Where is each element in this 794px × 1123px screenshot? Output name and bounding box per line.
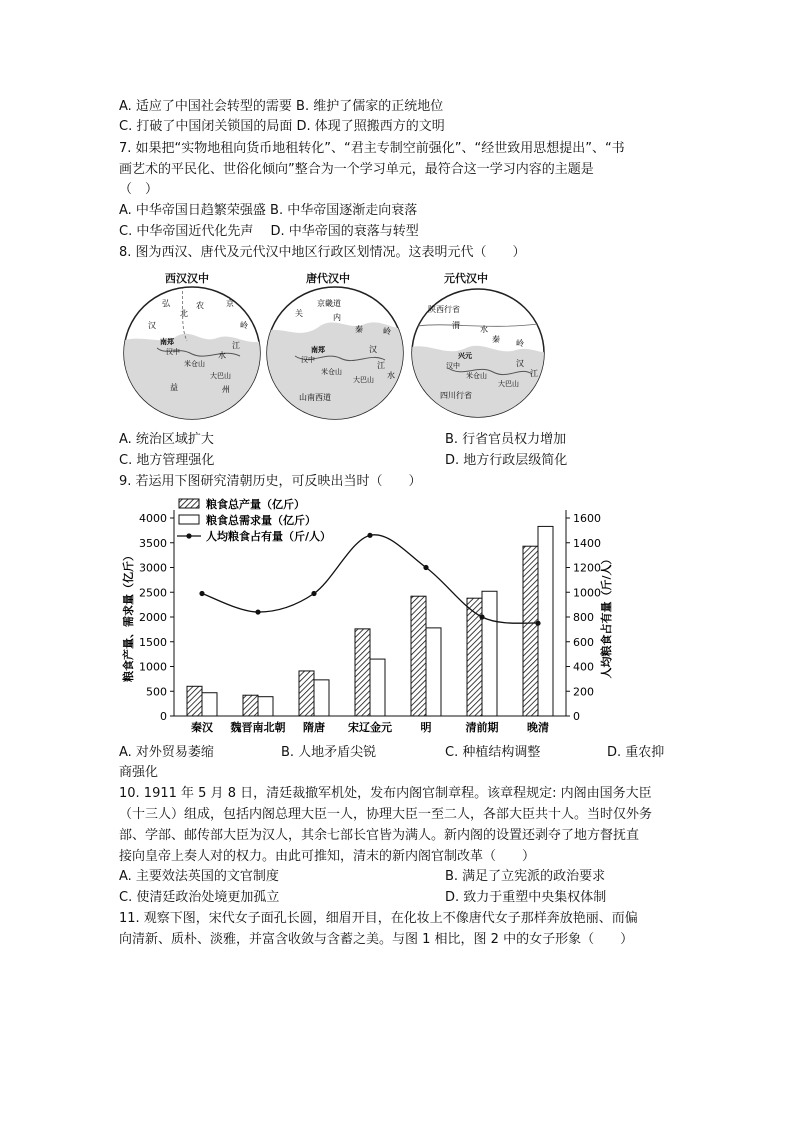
legend-label: 粮食总产量（亿斤）	[206, 498, 305, 511]
q10-option-b: B. 满足了立宪派的政治要求	[445, 869, 606, 884]
production-bar	[523, 546, 538, 716]
production-bar	[187, 686, 202, 716]
y2-tick-label: 800	[573, 611, 594, 624]
map1-label: 京	[226, 299, 234, 308]
map3-label: 米仓山	[466, 372, 487, 380]
map1-label: 岭	[240, 321, 248, 330]
map1-label: 北	[180, 309, 188, 318]
legend-label: 粮食总需求量（亿斤）	[206, 514, 316, 527]
q7-answer-blank: （ ）	[119, 182, 159, 197]
demand-bar	[202, 693, 217, 716]
map2-label: 大巴山	[353, 376, 374, 384]
q10-option-a: A. 主要效法英国的文官制度	[119, 869, 279, 884]
y2-tick-label: 1600	[573, 512, 601, 525]
legend-label: 人均粮食占有量（斤/人）	[206, 530, 332, 543]
y-tick-label: 1500	[139, 635, 167, 649]
grain-chart	[119, 494, 619, 740]
map3-label: 汉中	[446, 362, 460, 370]
map2-label: 山南西道	[299, 393, 331, 402]
map2-title: 唐代汉中	[306, 272, 350, 285]
map2-label: 水	[387, 371, 395, 380]
y2-tick-label: 200	[573, 685, 594, 699]
map1-label: 汉	[148, 321, 156, 330]
per-capita-point	[311, 591, 316, 596]
map1-label: 农	[196, 301, 204, 310]
y-axis-label: 粮食产量、需求量（亿斤）	[122, 550, 135, 682]
q7-options-cd: C. 中华帝国近代化先声 D. 中华帝国的衰落与转型	[119, 224, 419, 239]
map2-label: 京畿道	[317, 299, 341, 308]
legend-swatch	[179, 499, 199, 508]
q9-option-d: D. 重农抑	[607, 745, 665, 760]
y-tick-label: 500	[146, 685, 167, 699]
map-western-han	[122, 286, 262, 421]
map2-label: 内	[333, 313, 341, 322]
map1-label: 水	[218, 351, 226, 360]
map2-label: 江	[377, 361, 385, 370]
y-tick-label: 3500	[139, 536, 167, 550]
map1-label: 江	[232, 341, 240, 350]
map1-label: 南郑	[160, 338, 174, 346]
production-bar	[355, 629, 370, 716]
x-tick-label: 明	[420, 721, 432, 734]
x-tick-label: 秦汉	[191, 721, 213, 734]
q10-line3: 部、学部、邮传部大臣为汉人，其余七部长官皆为满人。新内阁的设置还剥夺了地方督抚直	[119, 828, 640, 843]
q10-option-d: D. 致力于重塑中央集权体制	[445, 890, 607, 905]
map3-title: 元代汉中	[444, 272, 488, 285]
q11-line2: 向清新、质朴、淡雅，并富含收敛与含蓄之美。与图 1 相比，图 2 中的女子形象（ ）	[119, 932, 634, 947]
q10-option-c: C. 使清廷政治处境更加孤立	[119, 890, 280, 905]
demand-bar	[314, 680, 329, 716]
map3-label: 渭	[452, 321, 460, 330]
map2-label: 汉	[369, 345, 377, 354]
q8-stem: 8. 图为西汉、唐代及元代汉中地区行政区划情况。这表明元代（ ）	[119, 245, 526, 260]
per-capita-point	[255, 609, 260, 614]
y2-tick-label: 1000	[573, 586, 601, 600]
x-tick-label: 魏晋南北朝	[230, 721, 286, 734]
q9-option-b: B. 人地矛盾尖锐	[281, 745, 377, 760]
map3-label: 大巴山	[498, 380, 519, 388]
production-bar	[243, 695, 258, 716]
q9-stem: 9. 若运用下图研究清朝历史，可反映出当时（ ）	[119, 474, 422, 489]
per-capita-point	[535, 621, 540, 626]
per-capita-point	[367, 533, 372, 538]
per-capita-point	[479, 614, 484, 619]
q10-line2: （十三人）组成，包括内阁总理大臣一人，协理大臣一至二人，各部大臣共十人。当时仅外务	[119, 807, 653, 822]
map2-label: 关	[295, 309, 303, 318]
q10-line1: 10. 1911 年 5 月 8 日，清廷裁撤军机处，发布内阁官制章程。该章程规定: 内阁由国务大臣	[119, 786, 652, 801]
map3-label: 岭	[516, 339, 524, 348]
per-capita-point	[423, 565, 428, 570]
demand-bar	[426, 628, 441, 716]
x-tick-label: 隋唐	[303, 721, 325, 734]
x-tick-label: 清前期	[465, 721, 499, 734]
y-tick-label: 0	[160, 710, 167, 723]
map2-label: 南郑	[311, 346, 325, 354]
q8-option-a: A. 统治区域扩大	[119, 432, 214, 447]
q8-option-d: D. 地方行政层级简化	[445, 453, 568, 468]
demand-bar	[538, 526, 553, 716]
q7-stem-line1: 7. 如果把“实物地租向货币地租转化”、“君主专制空前强化”、“经世致用思想提出”、“书	[119, 141, 625, 156]
demand-bar	[370, 659, 385, 716]
q9-option-c: C. 种植结构调整	[445, 745, 541, 760]
y2-tick-label: 400	[573, 660, 594, 674]
legend-marker	[186, 533, 191, 538]
map3-label: 水	[480, 325, 488, 334]
production-bar	[299, 671, 314, 716]
per-capita-point	[199, 591, 204, 596]
map1-title: 西汉汉中	[165, 272, 209, 285]
y2-tick-label: 1200	[573, 561, 601, 575]
map1-label: 米仓山	[184, 360, 205, 368]
q7-options-ab: A. 中华帝国日趋繁荣强盛 B. 中华帝国逐渐走向衰落	[119, 203, 418, 218]
y-tick-label: 2000	[139, 611, 167, 624]
map-tang	[265, 286, 405, 421]
q7-stem-line2: 画艺术的平民化、世俗化倾向”整合为一个学习单元，最符合这一学习内容的主题是	[119, 162, 594, 177]
production-bar	[411, 596, 426, 716]
q8-option-c: C. 地方管理强化	[119, 453, 215, 468]
q10-line4: 接向皇帝上奏人对的权力。由此可推知，清末的新内阁官制改革（ ）	[119, 849, 536, 864]
demand-bar	[258, 697, 273, 716]
q9-option-a: A. 对外贸易萎缩	[119, 745, 214, 760]
q9-option-d-cont: 商强化	[119, 765, 159, 780]
x-tick-label: 宋辽金元	[348, 721, 392, 734]
legend-swatch	[179, 515, 199, 524]
map-yuan	[408, 286, 548, 421]
map3-label: 汉	[516, 359, 524, 368]
y-tick-label: 3000	[139, 561, 167, 575]
map2-label: 秦	[355, 325, 363, 334]
q6-options-cd: C. 打破了中国闭关锁国的局面 D. 体现了照搬西方的文明	[119, 119, 445, 134]
q6-options-ab: A. 适应了中国社会转型的需要 B. 维护了儒家的正统地位	[119, 99, 444, 114]
map1-label: 益	[170, 383, 178, 392]
map2-label: 岭	[383, 327, 391, 336]
x-tick-label: 晚清	[527, 721, 549, 734]
q8-option-b: B. 行省官员权力增加	[445, 432, 567, 447]
y-tick-label: 1000	[139, 660, 167, 674]
map3-label: 江	[530, 369, 538, 378]
map3-label: 兴元	[458, 352, 472, 360]
map1-label: 州	[222, 385, 230, 394]
map2-label: 米仓山	[321, 368, 342, 376]
y2-tick-label: 1400	[573, 536, 601, 550]
map3-label: 四川行省	[440, 391, 472, 400]
y-tick-label: 4000	[139, 512, 167, 525]
y-tick-label: 2500	[139, 586, 167, 600]
map2-label: 汉中	[301, 356, 315, 364]
y2-tick-label: 0	[573, 710, 580, 723]
q11-line1: 11. 观察下图，宋代女子面孔长圆，细眉开目，在化妆上不像唐代女子那样奔放艳丽、而偏	[119, 911, 638, 926]
y2-axis-label: 人均粮食占有量（斤/人）	[600, 553, 613, 679]
map1-label: 汉中	[166, 348, 180, 356]
demand-bar	[482, 591, 497, 716]
map1-label: 大巴山	[210, 372, 231, 380]
map3-label: 陕西行省	[428, 305, 460, 314]
map3-label: 秦	[492, 335, 500, 344]
y2-tick-label: 600	[573, 635, 594, 649]
map1-label: 弘	[162, 299, 170, 308]
